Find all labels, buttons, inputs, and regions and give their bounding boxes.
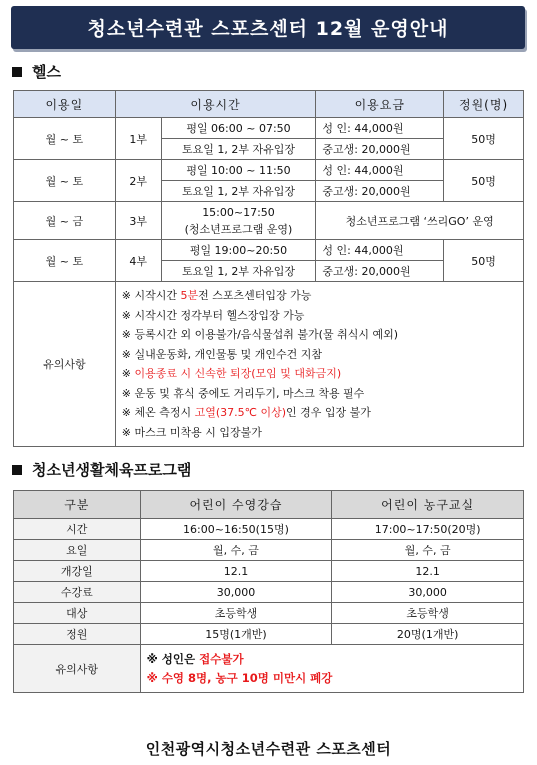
row2-fee-adult: 성 인: 44,000원 [316, 160, 444, 181]
footer-organization: 인천광역시청소년수련관 스포츠센터 [145, 740, 392, 758]
program-swim-cell: 30,000 [140, 582, 332, 603]
row3-time [161, 202, 316, 240]
row4-time1: 평일 19:00~20:50 [161, 240, 316, 261]
header-day: 이용일 [14, 91, 116, 118]
program-header-swim: 어린이 수영강습 [140, 491, 332, 519]
row2-day: 월 ~ 토 [14, 160, 116, 202]
section-health-label: 헬스 [32, 63, 61, 81]
program-row-label: 요일 [14, 540, 141, 561]
row3-time2: (청소년프로그램 운영) [184, 222, 293, 236]
page-title: 청소년수련관 스포츠센터 12월 운영안내 [11, 6, 525, 49]
program-header-category: 구분 [14, 491, 141, 519]
program-basketball-cell: 월, 수, 금 [332, 540, 524, 561]
row4-capacity: 50명 [444, 240, 524, 282]
row2-capacity: 50명 [444, 160, 524, 202]
note-line: ※ 수영 8명, 농구 10명 미만시 폐강 [146, 670, 333, 685]
row2-part: 2부 [115, 160, 161, 202]
note-line: ※ 체온 측정시 고열(37.5℃ 이상)인 경우 입장 불가 [121, 406, 371, 419]
note-line: ※ 이용종료 시 신속한 퇴장(모임 및 대화금지) [121, 367, 342, 380]
program-row-label: 시간 [14, 519, 141, 540]
program-swim-cell: 월, 수, 금 [140, 540, 332, 561]
program-notes-label: 유의사항 [14, 645, 141, 693]
note-line: ※ 마스크 미착용 시 입장불가 [121, 425, 262, 439]
row4-fee-adult: 성 인: 44,000원 [316, 240, 444, 261]
health-table [13, 90, 524, 447]
program-row-label: 대상 [14, 603, 141, 624]
row1-fee-adult: 성 인: 44,000원 [316, 118, 444, 139]
square-bullet-icon [12, 67, 22, 77]
section-program-label: 청소년생활체육프로그램 [32, 461, 192, 479]
row4-fee-student: 중고생: 20,000원 [316, 261, 444, 282]
program-basketball-cell: 초등학생 [332, 603, 524, 624]
row2-time2: 토요일 1, 2부 자유입장 [161, 181, 316, 202]
row1-part: 1부 [115, 118, 161, 160]
program-basketball-cell: 17:00~17:50(20명) [332, 519, 524, 540]
note-line: ※ 실내운동화, 개인물통 및 개인수건 지참 [121, 347, 322, 361]
note-line: ※ 시작시간 5분전 스포츠센터입장 가능 [121, 289, 312, 302]
header-fee: 이용요금 [316, 91, 444, 118]
program-swim-cell: 15명(1개반) [140, 624, 332, 645]
row3-program-note: 청소년프로그램 ‘쓰리GO’ 운영 [316, 202, 524, 240]
note-line: ※ 등록시간 외 이용불가/음식물섭취 불가(물 취식시 예외) [121, 328, 398, 341]
health-notes-label: 유의사항 [14, 282, 116, 447]
program-row-label: 정원 [14, 624, 141, 645]
row4-day: 월 ~ 토 [14, 240, 116, 282]
row3-day: 월 ~ 금 [14, 202, 116, 240]
note-line: ※ 운동 및 휴식 중에도 거리두기, 마스크 착용 필수 [121, 386, 365, 400]
program-basketball-cell: 20명(1개반) [332, 624, 524, 645]
program-table [13, 490, 524, 693]
row2-time1: 평일 10:00 ~ 11:50 [161, 160, 316, 181]
note-line: ※ 시작시간 정각부터 헬스장입장 가능 [121, 308, 305, 322]
square-bullet-icon [12, 465, 22, 475]
row1-fee-student: 중고생: 20,000원 [316, 139, 444, 160]
row3-time1: 15:00~17:50 [202, 205, 275, 219]
row4-time2: 토요일 1, 2부 자유입장 [161, 261, 316, 282]
header-time: 이용시간 [115, 91, 316, 118]
row1-time1: 평일 06:00 ~ 07:50 [161, 118, 316, 139]
program-header-basketball: 어린이 농구교실 [332, 491, 524, 519]
program-swim-cell: 12.1 [140, 561, 332, 582]
row3-part: 3부 [115, 202, 161, 240]
row1-capacity: 50명 [444, 118, 524, 160]
program-swim-cell: 초등학생 [140, 603, 332, 624]
program-basketball-cell: 12.1 [332, 561, 524, 582]
program-row-label: 수강료 [14, 582, 141, 603]
program-notes [140, 645, 523, 693]
program-basketball-cell: 30,000 [332, 582, 524, 603]
row2-fee-student: 중고생: 20,000원 [316, 181, 444, 202]
row1-time2: 토요일 1, 2부 자유입장 [161, 139, 316, 160]
program-swim-cell: 16:00~16:50(15명) [140, 519, 332, 540]
program-row-label: 개강일 [14, 561, 141, 582]
row1-day: 월 ~ 토 [14, 118, 116, 160]
note-line: ※ 성인은 접수불가 [146, 651, 244, 666]
header-capacity: 정원(명) [444, 91, 524, 118]
section-health-heading [12, 61, 61, 82]
row4-part: 4부 [115, 240, 161, 282]
section-program-heading [12, 459, 191, 480]
health-notes [115, 282, 523, 447]
